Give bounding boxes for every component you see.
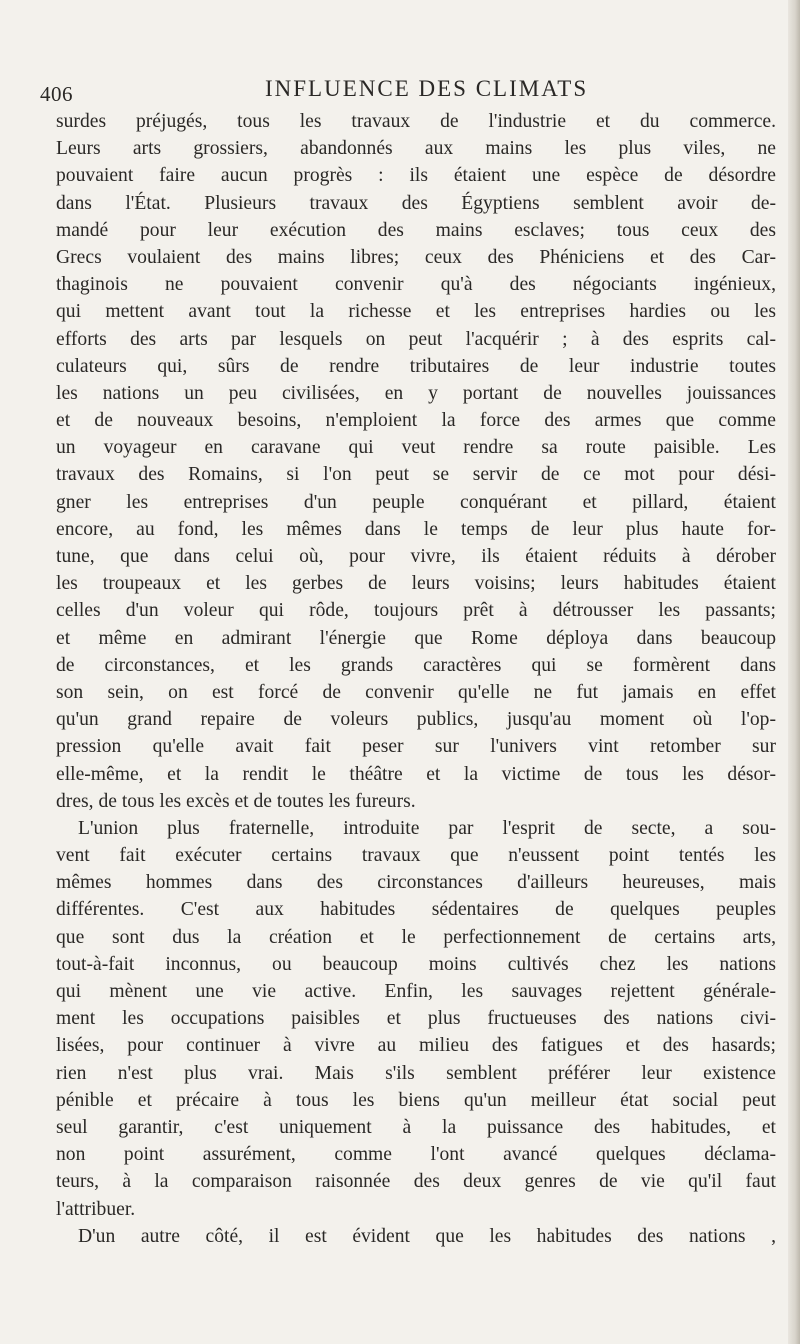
text-line: seul garantir, c'est uniquement à la puissance des habitudes, et (56, 1116, 776, 1138)
text-line: et de nouveaux besoins, n'emploient la force des armes que comme (56, 410, 776, 432)
text-line: D'un autre côté, il est évident que les habitudes des nations , (78, 1225, 776, 1247)
text-line: l'attribuer. (56, 1198, 136, 1220)
text-line: dans l'État. Plusieurs travaux des Égyptiens semblent avoir de- (56, 192, 776, 214)
text-line: et même en admirant l'énergie que Rome déploya dans beaucoup (56, 627, 776, 649)
text-line: mêmes hommes dans des circonstances d'ailleurs heureuses, mais (56, 872, 776, 894)
text-line: pénible et précaire à tous les biens qu'un meilleur état social peut (56, 1089, 776, 1111)
text-line: un voyageur en caravane qui veut rendre sa route paisible. Les (56, 437, 776, 459)
text-line: qui mettent avant tout la richesse et les entreprises hardies ou les (56, 301, 776, 323)
text-line: rien n'est plus vrai. Mais s'ils semblent préférer leur existence (56, 1062, 776, 1084)
text-line: les nations un peu civilisées, en y portant de nouvelles jouissances (56, 382, 776, 404)
text-line: efforts des arts par lesquels on peut l'acquérir ; à des esprits cal- (56, 328, 776, 350)
text-line: Grecs voulaient des mains libres; ceux des Phéniciens et des Car- (56, 246, 776, 268)
text-line: celles d'un voleur qui rôde, toujours prêt à détrousser les passants; (56, 600, 776, 622)
text-line: lisées, pour continuer à vivre au milieu des fatigues et des hasards; (56, 1035, 776, 1057)
page-edge (788, 0, 800, 1344)
text-line: elle-même, et la rendit le théâtre et la victime de tous les désor- (56, 763, 776, 785)
text-line: culateurs qui, sûrs de rendre tributaires de leur industrie toutes (56, 355, 776, 377)
running-title: INFLUENCE DES CLIMATS (265, 76, 589, 101)
text-line: dres, de tous les excès et de toutes les fureurs. (56, 790, 416, 812)
text-line: surdes préjugés, tous les travaux de l'industrie et du commerce. (56, 111, 776, 132)
text-line: que sont dus la création et le perfectionnement de certains arts, (56, 926, 776, 948)
page-number: 406 (40, 82, 73, 106)
text-line: tune, que dans celui où, pour vivre, ils étaient réduits à dérober (56, 546, 776, 567)
text-line: thaginois ne pouvaient convenir qu'à des négociants ingénieux, (56, 274, 776, 296)
text-line: vent fait exécuter certains travaux que n'eussent point tentés les (56, 845, 776, 867)
text-line: de circonstances, et les grands caractères qui se formèrent dans (56, 654, 776, 676)
text-line: travaux des Romains, si l'on peut se servir de ce mot pour dési- (56, 464, 776, 486)
text-line: teurs, à la comparaison raisonnée des deux genres de vie qu'il faut (56, 1171, 776, 1193)
text-line: les troupeaux et les gerbes de leurs voisins; leurs habitudes étaient (56, 573, 776, 595)
text-line: gner les entreprises d'un peuple conquérant et pillard, étaient (56, 491, 776, 513)
text-line: ment les occupations paisibles et plus fructueuses des nations civi- (56, 1008, 776, 1030)
text-line: L'union plus fraternelle, introduite par l'esprit de secte, a sou- (78, 817, 776, 839)
text-line: qu'un grand repaire de voleurs publics, jusqu'au moment où l'op- (56, 709, 776, 731)
text-line: son sein, on est forcé de convenir qu'elle ne fut jamais en effet (56, 681, 776, 703)
text-line: pression qu'elle avait fait peser sur l'univers vint retomber sur (56, 736, 776, 758)
body-text (56, 108, 776, 1250)
text-line: pouvaient faire aucun progrès : ils étaient une espèce de désordre (56, 165, 776, 187)
text-line: tout-à-fait inconnus, ou beaucoup moins cultivés chez les nations (56, 953, 776, 975)
text-line: encore, au fond, les mêmes dans le temps de leur plus haute for- (56, 518, 776, 540)
text-line: différentes. C'est aux habitudes sédentaires de quelques peuples (56, 899, 776, 921)
text-line: qui mènent une vie active. Enfin, les sauvages rejettent générale- (56, 981, 776, 1002)
text-line: mandé pour leur exécution des mains esclaves; tous ceux des (56, 219, 776, 241)
text-line: non point assurément, comme l'ont avancé quelques déclama- (56, 1144, 776, 1166)
text-line: Leurs arts grossiers, abandonnés aux mains les plus viles, ne (56, 138, 776, 160)
